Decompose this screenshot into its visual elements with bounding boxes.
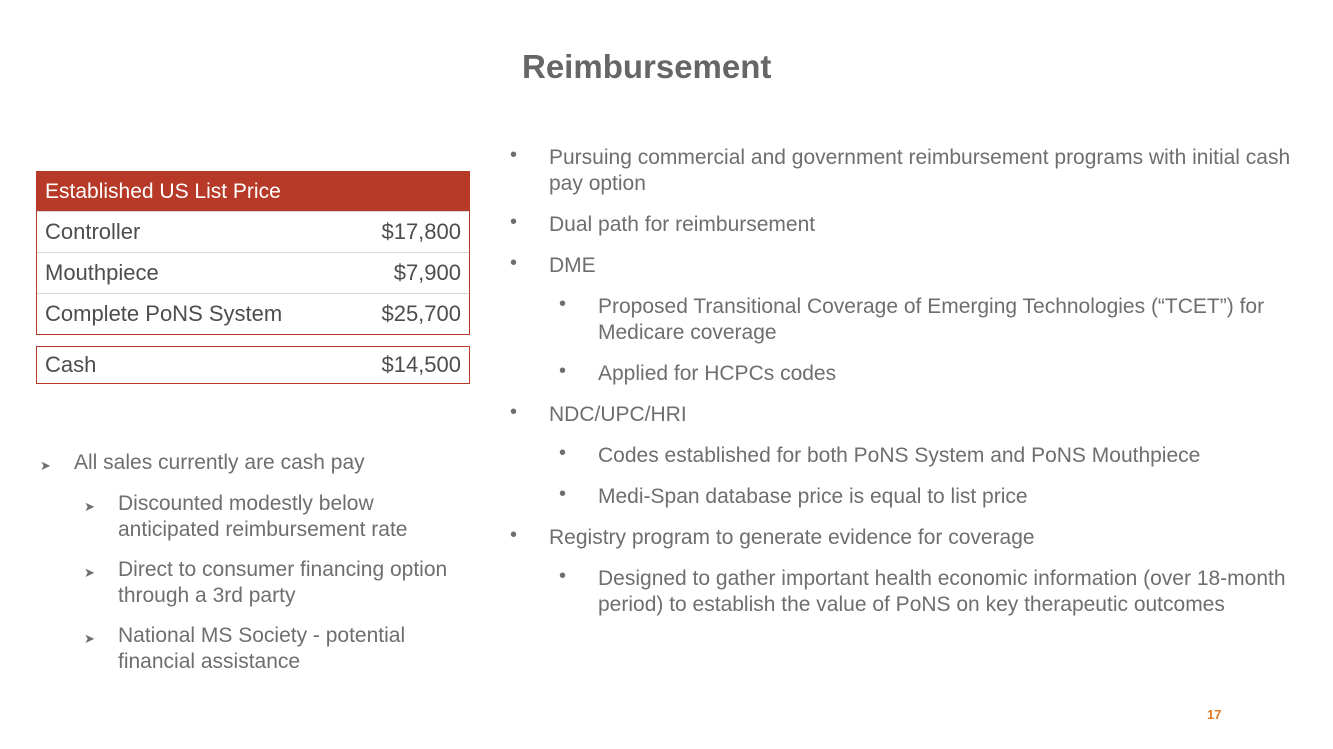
list-item <box>36 623 476 675</box>
list-item-text: NDC/UPC/HRI <box>549 403 687 426</box>
list-item-text: Registry program to generate evidence for coverage <box>549 526 1035 549</box>
list-item <box>36 450 476 476</box>
list-item <box>505 484 1320 510</box>
dot-bullet-icon: • <box>510 211 518 233</box>
list-item-text: Medi-Span database price is equal to list price <box>598 485 1028 508</box>
dot-bullet-icon: • <box>559 360 567 382</box>
price-row-value: $17,800 <box>381 219 461 244</box>
price-table <box>36 171 470 384</box>
list-item-text: Direct to consumer financing option through a 3rd party <box>118 558 448 607</box>
dot-bullet-icon: • <box>510 401 518 423</box>
arrowhead-bullet-icon: ➤ <box>84 631 95 646</box>
dot-bullet-icon: • <box>559 293 567 315</box>
price-row-label: Mouthpiece <box>45 260 159 285</box>
cash-price-box <box>36 346 470 384</box>
price-row-label: Complete PoNS System <box>45 301 283 326</box>
list-item <box>505 253 1320 279</box>
list-item <box>505 402 1320 428</box>
price-row-mouthpiece <box>37 252 469 293</box>
price-row-controller <box>37 211 469 252</box>
list-item <box>36 557 476 609</box>
arrowhead-bullet-icon: ➤ <box>84 499 95 514</box>
list-item <box>505 145 1320 197</box>
cash-label: Cash <box>45 352 97 377</box>
dot-bullet-icon: • <box>559 442 567 464</box>
list-item <box>505 361 1320 387</box>
list-item-text: Designed to gather important health economic information (over 18-month period) to establish the value of PoNS on key therapeutic outcomes <box>598 567 1286 616</box>
list-item <box>505 443 1320 469</box>
dot-bullet-icon: • <box>510 144 518 166</box>
list-price-box <box>36 171 470 335</box>
slide-title: Reimbursement <box>522 48 772 85</box>
list-item-text: All sales currently are cash pay <box>74 451 365 474</box>
arrowhead-bullet-icon: ➤ <box>84 565 95 580</box>
list-item-text: DME <box>549 254 596 277</box>
page-number: 17 <box>1207 707 1222 722</box>
arrowhead-bullet-icon: ➤ <box>40 458 51 473</box>
cash-value: $14,500 <box>381 352 461 377</box>
list-item <box>36 491 476 543</box>
dot-bullet-icon: • <box>510 524 518 546</box>
dot-bullet-icon: • <box>510 252 518 274</box>
price-row-complete-system <box>37 293 469 334</box>
list-item-text: Pursuing commercial and government reimbursement programs with initial cash pay option <box>549 146 1291 195</box>
list-item-text: Applied for HCPCs codes <box>598 362 837 385</box>
list-item <box>505 525 1320 551</box>
dot-bullet-icon: • <box>559 565 567 587</box>
list-item-text: Discounted modestly below anticipated reimbursement rate <box>118 492 408 541</box>
price-row-value: $25,700 <box>381 301 461 326</box>
dot-bullet-icon: • <box>559 483 567 505</box>
price-row-label: Controller <box>45 219 141 244</box>
right-bullet-list <box>505 145 1320 633</box>
left-bullet-list <box>36 450 476 675</box>
list-item-text: National MS Society - potential financial assistance <box>118 624 406 673</box>
list-item-text: Codes established for both PoNS System and PoNS Mouthpiece <box>598 444 1201 467</box>
list-item-text: Proposed Transitional Coverage of Emerging Technologies (“TCET”) for Medicare coverage <box>598 295 1265 344</box>
price-table-header: Established US List Price <box>37 172 469 211</box>
list-item <box>505 566 1320 618</box>
list-item-text: Dual path for reimbursement <box>549 213 816 236</box>
list-item <box>505 212 1320 238</box>
price-row-value: $7,900 <box>393 260 461 285</box>
list-item <box>505 294 1320 346</box>
